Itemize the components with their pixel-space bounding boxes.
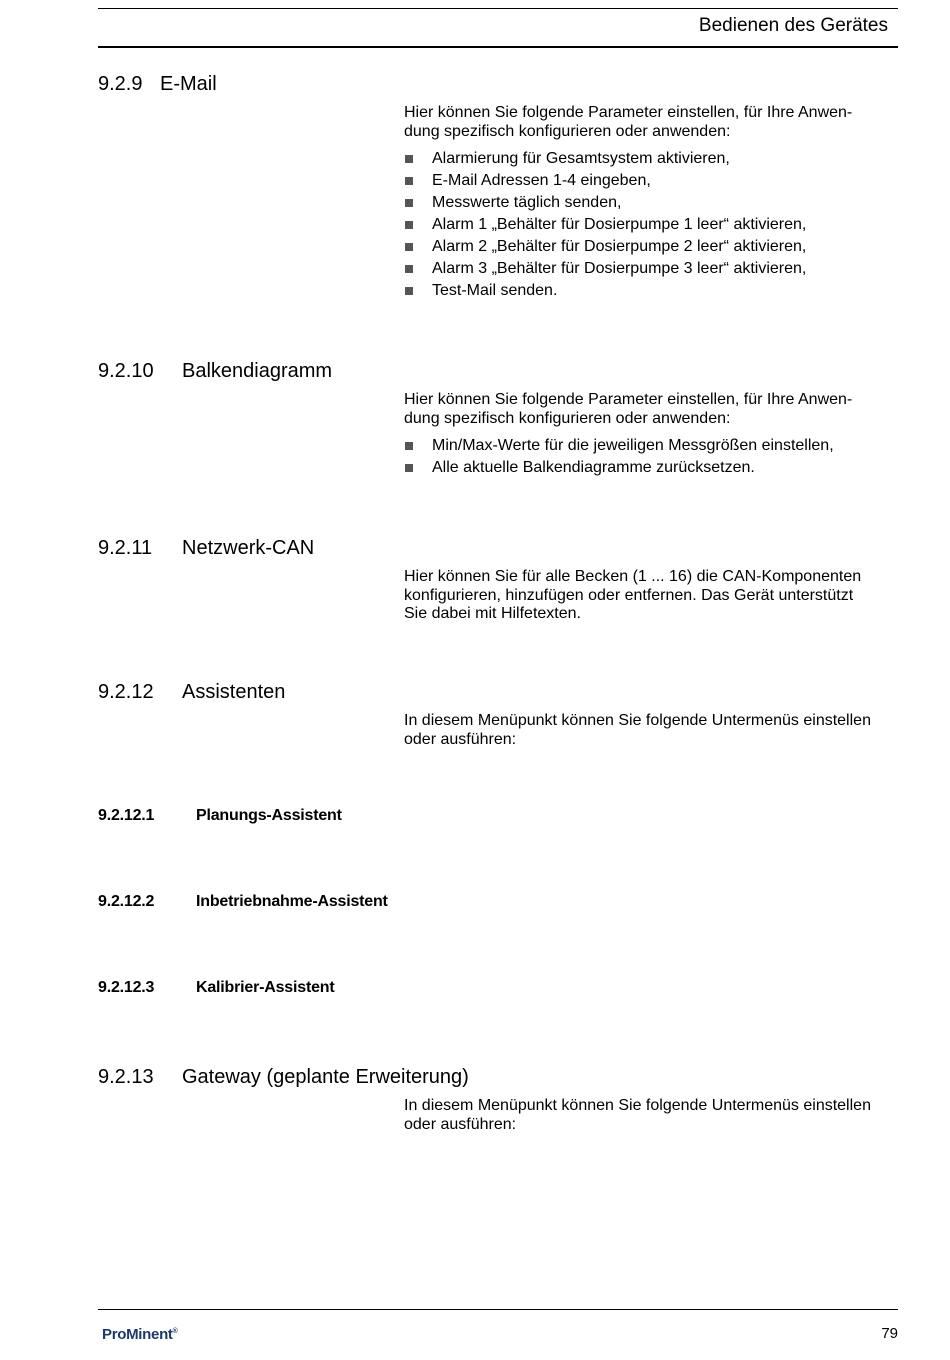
- prominent-logo: [102, 1326, 178, 1343]
- running-header: Bedienen des Gerätes: [698, 15, 888, 36]
- section-number: 9.2.9: [98, 73, 143, 95]
- balken-intro-line-1: Hier können Sie folgende Parameter einstellen, für Ihre Anwen-: [404, 391, 853, 408]
- section-heading-netzwerk-can: [98, 537, 314, 560]
- assist-description: [404, 712, 898, 749]
- section-number: 9.2.11: [98, 537, 153, 559]
- header-rule: [98, 46, 898, 48]
- can-line-3: Sie dabei mit Hilfetexten.: [404, 605, 581, 622]
- email-parameter-list: [404, 148, 806, 302]
- email-intro-line-2: dung spezifisch konfigurieren oder anwenden:: [404, 122, 731, 140]
- subsection-heading-inbetriebnahme-assistent: [98, 893, 388, 911]
- section-number: 9.2.12: [98, 681, 154, 703]
- subsection-title: Inbetriebnahme-Assistent: [196, 893, 388, 910]
- subsection-number: 9.2.12.2: [98, 893, 155, 910]
- balken-parameter-list: [404, 435, 834, 479]
- subsection-number: 9.2.12.3: [98, 979, 155, 996]
- top-rule: [98, 8, 898, 9]
- gateway-line-2: oder ausführen:: [404, 1115, 517, 1133]
- section-heading-gateway: [98, 1066, 469, 1089]
- section-heading-email: [98, 73, 217, 96]
- section-title: Netzwerk-CAN: [182, 537, 315, 559]
- assist-line-2: oder ausführen:: [404, 730, 517, 748]
- balken-intro: [404, 391, 898, 428]
- registered-mark: ®: [172, 1328, 178, 1335]
- list-item: Min/Max-Werte für die jeweiligen Messgrößen einstellen,: [404, 435, 834, 457]
- subsection-heading-planungs-assistent: [98, 807, 342, 825]
- bullet-square-icon: [405, 199, 413, 207]
- list-item: Alarm 1 „Behälter für Dosierpumpe 1 leer“ aktivieren,: [404, 214, 806, 236]
- list-item: Messwerte täglich senden,: [404, 192, 806, 214]
- bullet-square-icon: [405, 155, 413, 163]
- section-title: E-Mail: [160, 73, 217, 95]
- page-number: 79: [881, 1325, 898, 1342]
- gateway-description: [404, 1097, 898, 1134]
- assist-line-1: In diesem Menüpunkt können Sie folgende Untermenüs einstellen: [404, 712, 871, 729]
- list-item: Alle aktuelle Balkendiagramme zurücksetzen.: [404, 457, 834, 479]
- bullet-square-icon: [405, 287, 413, 295]
- gateway-line-1: In diesem Menüpunkt können Sie folgende Untermenüs einstellen: [404, 1097, 871, 1114]
- balken-intro-line-2: dung spezifisch konfigurieren oder anwenden:: [404, 409, 731, 427]
- section-title: Assistenten: [182, 681, 286, 703]
- subsection-title: Planungs-Assistent: [196, 807, 342, 824]
- section-number: 9.2.10: [98, 360, 154, 382]
- list-item: Alarm 3 „Behälter für Dosierpumpe 3 leer“ aktivieren,: [404, 258, 806, 280]
- list-item: Alarmierung für Gesamtsystem aktivieren,: [404, 148, 806, 170]
- subsection-number: 9.2.12.1: [98, 807, 155, 824]
- list-item: Alarm 2 „Behälter für Dosierpumpe 2 leer“ aktivieren,: [404, 236, 806, 258]
- logo-wordmark: ProMinent: [102, 1326, 173, 1343]
- subsection-heading-kalibrier-assistent: [98, 979, 334, 997]
- can-line-1: Hier können Sie für alle Becken (1 ... 16) die CAN-Komponenten: [404, 568, 862, 585]
- list-item: Test-Mail senden.: [404, 280, 806, 302]
- footer-rule: [98, 1309, 898, 1310]
- section-number: 9.2.13: [98, 1066, 154, 1088]
- section-title: Balkendiagramm: [182, 360, 333, 382]
- section-heading-balkendiagramm: [98, 360, 332, 383]
- subsection-title: Kalibrier-Assistent: [196, 979, 335, 996]
- section-heading-assistenten: [98, 681, 285, 704]
- section-title: Gateway (geplante Erweiterung): [182, 1066, 469, 1088]
- bullet-square-icon: [405, 265, 413, 273]
- can-line-2: konfigurieren, hinzufügen oder entfernen. Das Gerät unterstützt: [404, 586, 854, 604]
- bullet-square-icon: [405, 243, 413, 251]
- email-intro-line-1: Hier können Sie folgende Parameter einstellen, für Ihre Anwen-: [404, 104, 853, 121]
- list-item: E-Mail Adressen 1-4 eingeben,: [404, 170, 806, 192]
- bullet-square-icon: [405, 464, 413, 472]
- can-description: [404, 568, 898, 624]
- email-intro: [404, 104, 898, 141]
- bullet-square-icon: [405, 177, 413, 185]
- bullet-square-icon: [405, 442, 413, 450]
- bullet-square-icon: [405, 221, 413, 229]
